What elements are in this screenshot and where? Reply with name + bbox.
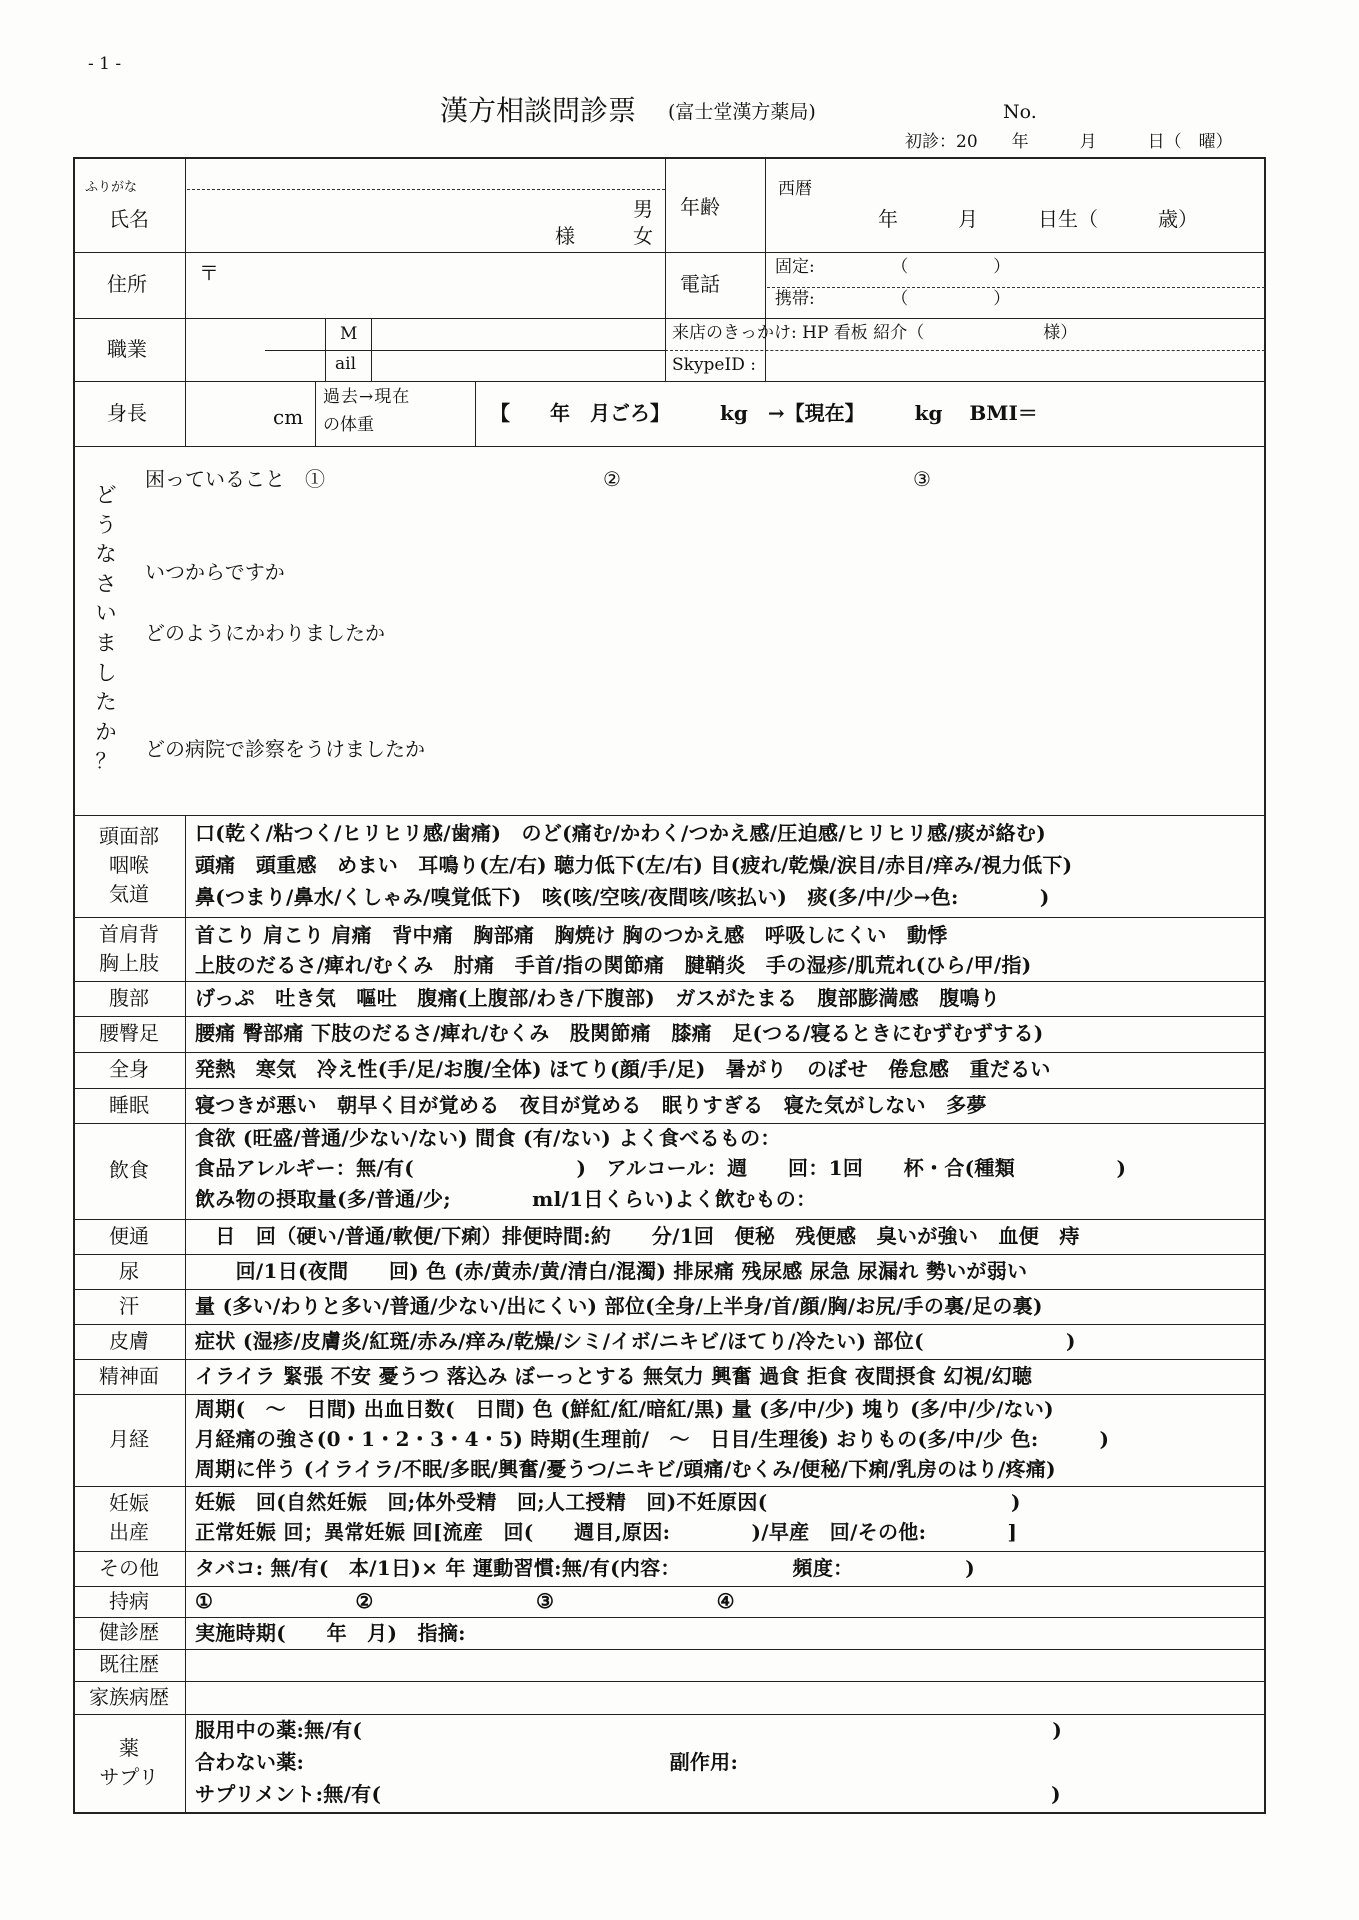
row-pain-discharge[interactable]: 月経痛の強さ(0・1・2・3・4・5) 時期(生理前/ ～ 日目/生理後) おりもの(多/中/少 色: ) [195, 1427, 1110, 1451]
sama-label: 様 [555, 224, 575, 248]
address-label: 住所 [107, 272, 147, 296]
label-pregnancy: 妊娠 出産 [109, 1491, 149, 1544]
skype-id-field[interactable]: SkypeID : [672, 355, 756, 375]
trouble-circle-3: ③ [913, 467, 931, 491]
name-label: 氏名 [109, 207, 149, 231]
job-label: 職業 [107, 337, 147, 361]
hospital-question: どの病院で診察をうけましたか [145, 737, 425, 761]
row-allergy-alcohol[interactable]: 食品アレルギー：無/有( ) アルコール：週 回：1回 杯・合(種類 ) [195, 1156, 1127, 1180]
row-urine[interactable]: 回/1日(夜間 回) 色 (赤/黄赤/黄/清白/混濁) 排尿痛 残尿感 尿急 尿漏れ 勢いが弱い [195, 1259, 1028, 1283]
row-skin[interactable]: 症状 (湿疹/皮膚炎/紅斑/赤み/痒み/乾燥/シミ/イボ/ニキビ/ほてり/冷たい) 部位( ) [195, 1329, 1076, 1353]
row-mouth-throat[interactable]: 口(乾く/粘つく/ヒリヒリ感/歯痛) のど(痛む/かわく/つかえ感/圧迫感/ヒリヒリ感/痰が絡む) [195, 821, 1046, 845]
row-tobacco-exercise[interactable]: タバコ: 無/有( 本/1日)× 年 運動習慣:無/有(内容： 頻度： ) [195, 1556, 975, 1580]
row-appetite[interactable]: 食欲 (旺盛/普通/少ない/ない) 間食 (有/ない) よく食べるもの： [195, 1126, 781, 1150]
label-urine: 尿 [119, 1258, 139, 1283]
furigana-label: ふりがな [85, 180, 138, 195]
row-unsuitable-medicine[interactable]: 合わない薬: 副作用: [195, 1750, 739, 1774]
row-abdomen[interactable]: げっぷ 吐き気 嘔吐 腹痛(上腹部/わき/下腹部) ガスがたまる 腹部膨満感 腹鳴り [195, 986, 1001, 1010]
row-checkup[interactable]: 実施時期( 年 月) 指摘: [195, 1621, 466, 1645]
first-visit-date: 初診：20 年 月 日（ 曜） [905, 132, 1233, 152]
row-neck-chest[interactable]: 首こり 肩こり 肩痛 背中痛 胸部痛 胸焼け 胸のつかえ感 呼吸しにくい 動悸 [195, 923, 948, 947]
row-pregnancy[interactable]: 妊娠 回(自然妊娠 回;体外受精 回;人工授精 回)不妊原因( ) [195, 1490, 1021, 1514]
past-weight-label: 過去→現在 [323, 387, 411, 407]
seireki-label: 西暦 [778, 179, 812, 199]
label-neck-chest: 首肩背 胸上肢 [99, 921, 159, 975]
mail-label-m: M [340, 324, 358, 344]
row-bowel[interactable]: 日 回（硬い/普通/軟便/下痢）排便時間:約 分/1回 便秘 残便感 臭いが強い 血便 痔 [195, 1224, 1080, 1248]
row-head-eyes[interactable]: 頭痛 頭重感 めまい 耳鳴り(左/右) 聴力低下(左/右) 目(疲れ/乾燥/涙目/赤目/痒み/視力低下) [195, 853, 1073, 877]
label-head-throat: 頭面部 咽喉 気道 [99, 823, 159, 906]
label-whole-body: 全身 [109, 1057, 149, 1081]
change-question: どのようにかわりましたか [145, 621, 385, 645]
what-happened-vertical-label: ど う な さ い ま し た か ？ [95, 483, 117, 774]
form-subtitle: (富士堂漢方薬局) [668, 101, 816, 123]
referral-field[interactable]: 来店のきっかけ: HP 看板 紹介（ 様） [672, 323, 1078, 343]
since-when-question: いつからですか [145, 560, 285, 584]
row-lower-body[interactable]: 腰痛 臀部痛 下肢のだるさ/痺れ/むくみ 股関節痛 膝痛 足(つる/寝るときにむずむずする) [195, 1021, 1044, 1045]
row-sweat[interactable]: 量 (多い/わりと多い/普通/少ない/出にくい) 部位(全身/上半身/首/顔/胸/お尻/手の裏/足の裏) [195, 1294, 1043, 1318]
height-label: 身長 [107, 401, 147, 425]
weight-bmi-field[interactable]: 【 年 月ごろ】 kg →【現在】 kg BMI＝ [490, 401, 1038, 425]
row-upper-limbs[interactable]: 上肢のだるさ/痺れ/むくみ 肘痛 手首/指の関節痛 腱鞘炎 手の湿疹/肌荒れ(ひら/甲/指) [195, 953, 1032, 977]
row-delivery[interactable]: 正常妊娠 回；異常妊娠 回[流産 回( 週目,原因: )/早産 回/その他: ] [195, 1520, 1018, 1544]
phone-label: 電話 [680, 272, 720, 296]
label-checkup: 健診歴 [99, 1620, 159, 1644]
row-drinks[interactable]: 飲み物の摂取量(多/普通/少; ml/1日くらい)よく飲むもの： [195, 1187, 817, 1211]
label-mental: 精神面 [99, 1363, 159, 1388]
label-other: その他 [99, 1555, 159, 1580]
past-weight-label-2: の体重 [323, 415, 374, 435]
row-whole-body[interactable]: 発熱 寒気 冷え性(手/足/お腹/全体) ほてり(顔/手/足) 暑がり のぼせ 倦怠感 重だるい [195, 1057, 1051, 1081]
trouble-question: 困っていること ① [145, 467, 325, 491]
male-option[interactable]: 男 [633, 197, 653, 221]
form-title: 漢方相談問診票 [440, 94, 637, 127]
row-mental[interactable]: イライラ 緊張 不安 憂うつ 落込み ぼーっとする 無気力 興奮 過食 拒食 夜間摂食 幻視/幻聴 [195, 1364, 1033, 1388]
label-past-history: 既往歴 [99, 1652, 159, 1676]
fixed-phone-field[interactable]: 固定: （ ） [775, 257, 1011, 277]
label-skin: 皮膚 [109, 1328, 149, 1353]
mail-label-ail: ail [335, 354, 357, 374]
trouble-circle-2: ② [603, 467, 621, 491]
label-abdomen: 腹部 [109, 985, 149, 1010]
row-nose-cough[interactable]: 鼻(つまり/鼻水/くしゃみ/嗅覚低下) 咳(咳/空咳/夜間咳/咳払い) 痰(多/中/少→色: ) [195, 885, 1050, 909]
row-cycle[interactable]: 周期( ～ 日間) 出血日数( 日間) 色 (鮮紅/紅/暗紅/黒) 量 (多/中/少) 塊り (多/中/少/ない) [195, 1397, 1054, 1421]
age-label: 年齢 [680, 195, 720, 219]
label-diet: 飲食 [109, 1158, 149, 1182]
height-unit: cm [273, 405, 304, 429]
label-sweat: 汗 [119, 1293, 139, 1318]
birth-date-field[interactable]: 年 月 日生（ 歳） [878, 207, 1198, 231]
label-lower-body: 腰臀足 [99, 1021, 159, 1045]
row-sleep[interactable]: 寝つきが悪い 朝早く目が覚める 夜目が覚める 眠りすぎる 寝た気がしない 多夢 [195, 1093, 987, 1117]
form-number-label: No. [1003, 101, 1037, 123]
mobile-phone-field[interactable]: 携帯: （ ） [775, 289, 1011, 309]
label-bowel: 便通 [109, 1223, 149, 1248]
label-sleep: 睡眠 [109, 1092, 149, 1117]
row-supplements[interactable]: サプリメント:無/有( ) [195, 1782, 1061, 1806]
row-current-medicine[interactable]: 服用中の薬:無/有( ) [195, 1718, 1063, 1742]
label-menstruation: 月経 [109, 1427, 149, 1451]
postal-mark: 〒 [199, 261, 219, 285]
page-number: - 1 - [88, 54, 122, 74]
female-option[interactable]: 女 [633, 224, 653, 248]
row-chronic[interactable]: ① ② ③ ④ [195, 1589, 735, 1613]
label-chronic: 持病 [109, 1588, 149, 1613]
label-medicine: 薬 サプリ [99, 1736, 159, 1789]
label-family-history: 家族病歴 [89, 1684, 169, 1709]
row-cycle-symptoms[interactable]: 周期に伴う (イライラ/不眠/多眠/興奮/憂うつ/ニキビ/頭痛/むくみ/便秘/下痢/乳房のはり/疼痛) [195, 1457, 1056, 1481]
